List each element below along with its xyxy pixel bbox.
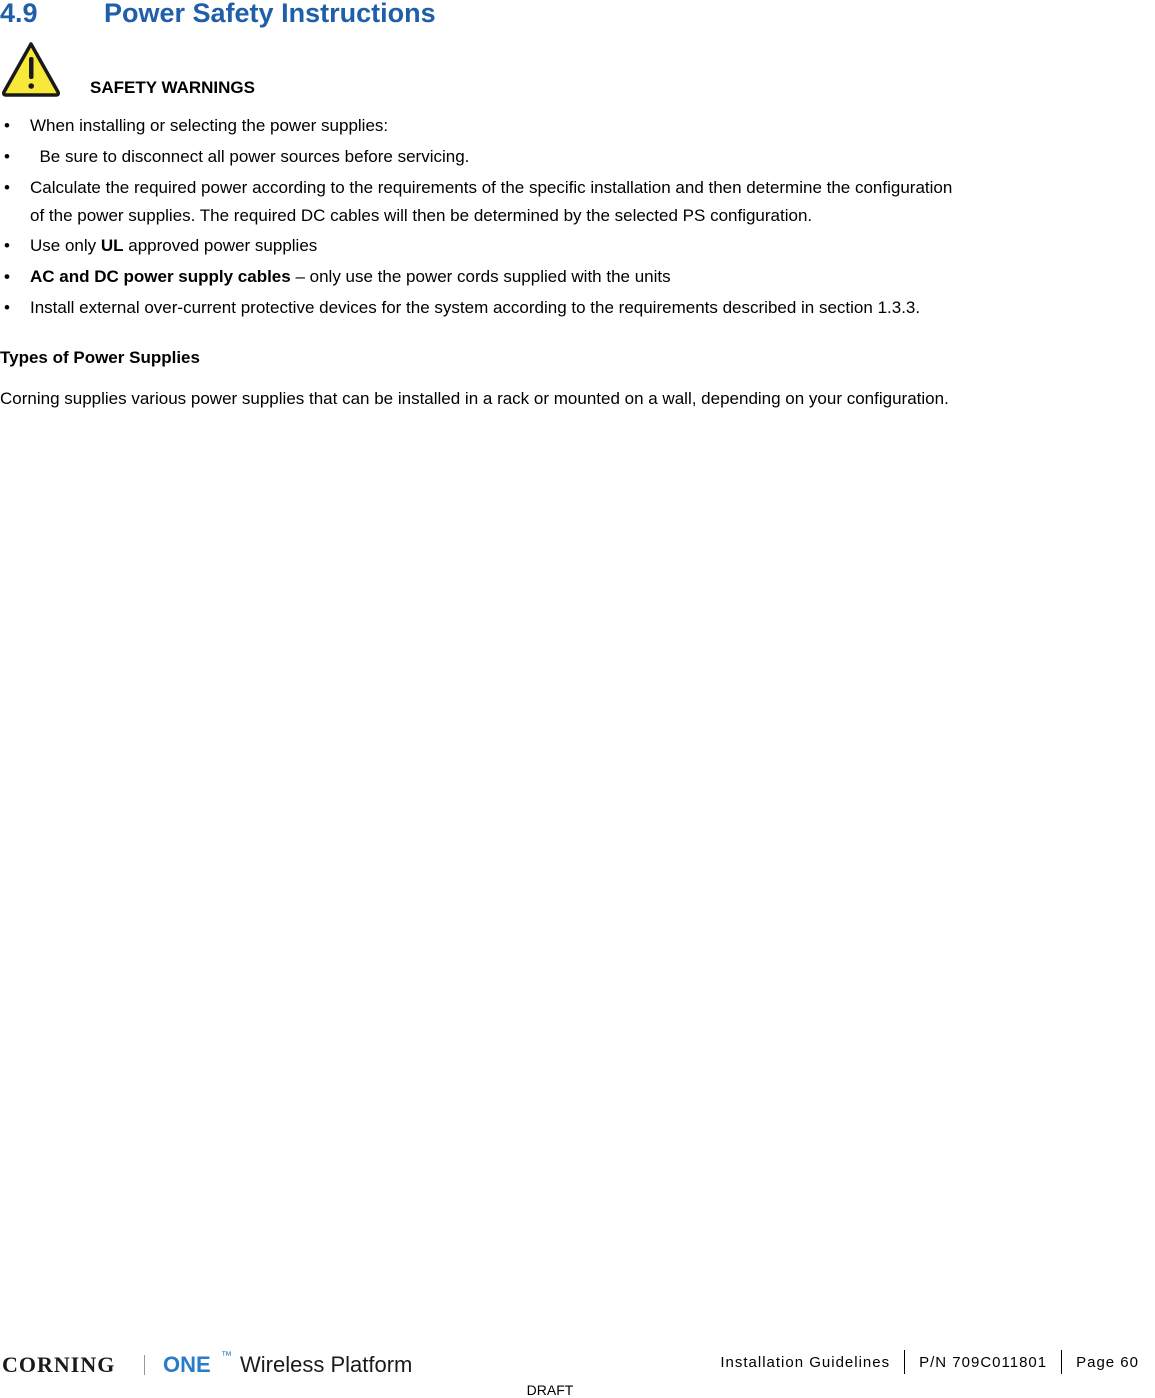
page-number: Page 60 <box>1076 1353 1139 1371</box>
doc-title: Installation Guidelines <box>720 1353 891 1371</box>
bullet-marker: • <box>4 236 10 255</box>
bullet-text: Be sure to disconnect all power sources before servicing. <box>30 147 470 166</box>
footer-logo <box>0 1352 430 1378</box>
bullet-marker: • <box>4 267 10 286</box>
bullet-text-line-2: of the power supplies. The required DC cables will then be determined by the selected PS configuration. <box>30 206 813 225</box>
ul-emphasis: UL <box>100 236 124 255</box>
footer-divider <box>1061 1350 1062 1374</box>
subheading-types-of-power-supplies: Types of Power Supplies <box>0 348 200 367</box>
warning-triangle-icon <box>0 40 62 98</box>
corning-logo: CORNING <box>2 1352 116 1377</box>
logo-divider <box>144 1355 145 1375</box>
draft-label: DRAFT <box>526 1382 574 1398</box>
bullet-text-line-1: Calculate the required power according to the requirements of the specific installation and then determine the configuration <box>30 178 953 197</box>
bullet-marker: • <box>4 178 10 197</box>
wireless-platform-logo: Wireless Platform <box>240 1352 413 1377</box>
bullet-marker: • <box>4 298 10 317</box>
body-paragraph: Corning supplies various power supplies that can be installed in a rack or mounted on a wall, depending on your configuration. <box>0 389 949 408</box>
bullet-text-post: – only use the power cords supplied with the units <box>290 267 671 286</box>
safety-warnings-title: SAFETY WARNINGS <box>90 78 255 97</box>
footer-divider <box>904 1350 905 1374</box>
bullet-text-pre: Use only <box>30 236 101 255</box>
bullet-marker: • <box>4 116 10 135</box>
bullet-text <box>30 263 671 290</box>
bullet-text: Install external over-current protective devices for the system according to the requirements described in section 1.3.3. <box>30 298 921 317</box>
safety-warning-header <box>0 40 400 100</box>
section-heading <box>0 0 436 29</box>
footer-info <box>720 1350 1139 1374</box>
part-number: P/N 709C011801 <box>919 1353 1048 1371</box>
section-number: 4.9 <box>0 0 38 28</box>
bullet-marker: • <box>4 147 10 166</box>
bullet-text <box>30 232 317 259</box>
section-title: Power Safety Instructions <box>104 0 436 28</box>
one-logo: ONE <box>163 1352 211 1377</box>
cables-emphasis: AC and DC power supply cables <box>30 267 291 286</box>
bullet-text: When installing or selecting the power supplies: <box>30 116 389 135</box>
bullet-text-post: approved power supplies <box>123 236 318 255</box>
trademark-symbol: ™ <box>221 1350 232 1362</box>
